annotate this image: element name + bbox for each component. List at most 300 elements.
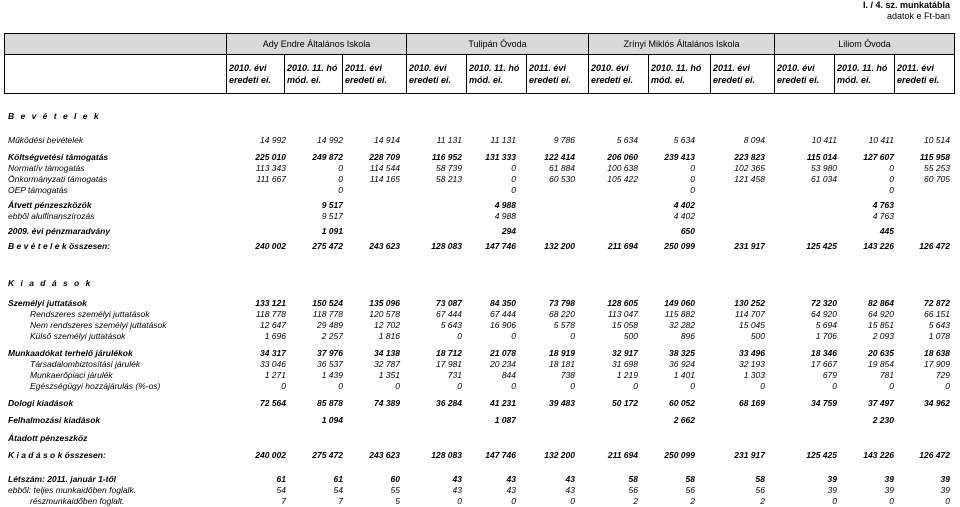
cell-value: 111 667 bbox=[256, 174, 286, 184]
cell-value: 1 706 bbox=[815, 331, 837, 341]
cell-value: 0 bbox=[690, 174, 695, 184]
cell-value: 132 200 bbox=[544, 450, 575, 460]
cell-value: 149 060 bbox=[664, 298, 695, 308]
table-row bbox=[0, 348, 960, 359]
cell-value: 114 165 bbox=[369, 174, 400, 184]
cell-value: 250 099 bbox=[664, 241, 695, 251]
cell-value: 0 bbox=[511, 331, 516, 341]
cell-value: 0 bbox=[457, 331, 462, 341]
cell-value: 43 bbox=[565, 474, 575, 484]
school-header-liliom: Liliom Óvoda bbox=[775, 34, 955, 55]
cell-value: 38 325 bbox=[669, 348, 695, 358]
cell-value: 0 bbox=[457, 496, 462, 506]
table-row bbox=[0, 433, 960, 444]
cell-value: 15 851 bbox=[868, 320, 894, 330]
table-row bbox=[0, 298, 960, 309]
cell-value: 121 458 bbox=[734, 174, 765, 184]
cell-value: 500 bbox=[623, 331, 638, 341]
column-header: 2010. évi eredeti ei. bbox=[775, 55, 835, 94]
cell-value: 0 bbox=[570, 331, 575, 341]
cell-value: 4 988 bbox=[494, 211, 516, 221]
cell-value: 731 bbox=[447, 370, 462, 380]
row-label: Munkaerőpiaci járulék bbox=[30, 370, 113, 380]
cell-value: 275 472 bbox=[312, 241, 343, 251]
table-row bbox=[0, 359, 960, 370]
row-label: Költségvetési támogatás bbox=[8, 152, 109, 162]
column-header: 2010. 11. hó mód. ei. bbox=[835, 55, 895, 94]
cell-value: 55 253 bbox=[924, 163, 950, 173]
cell-value: 56 bbox=[685, 485, 695, 495]
cell-value: 0 bbox=[338, 381, 343, 391]
cell-value: 122 414 bbox=[544, 152, 575, 162]
cell-value: 0 bbox=[511, 381, 516, 391]
cell-value: 113 343 bbox=[255, 163, 286, 173]
row-label: részmunkaidőben foglalt. bbox=[30, 496, 125, 506]
cell-value: 100 638 bbox=[607, 163, 638, 173]
cell-value: 58 739 bbox=[436, 163, 462, 173]
cell-value: 18 638 bbox=[924, 348, 950, 358]
table-row bbox=[0, 174, 960, 185]
cell-value: 0 bbox=[690, 163, 695, 173]
cell-value: 39 bbox=[940, 485, 950, 495]
cell-value: 114 544 bbox=[369, 163, 400, 173]
column-header: 2011. évi eredeti ei. bbox=[711, 55, 775, 94]
cell-value: 67 444 bbox=[490, 309, 516, 319]
row-label: B e v é t e l e k összesen: bbox=[8, 241, 111, 251]
cell-value: 67 444 bbox=[436, 309, 462, 319]
cell-value: 2 662 bbox=[673, 415, 695, 425]
table-row bbox=[0, 398, 960, 409]
cell-value: 0 bbox=[760, 381, 765, 391]
cell-value: 54 bbox=[333, 485, 343, 495]
table-row bbox=[0, 450, 960, 461]
cell-value: 1 087 bbox=[494, 415, 516, 425]
cell-value: 5 643 bbox=[440, 320, 462, 330]
column-header: 2011. évi eredeti ei. bbox=[527, 55, 589, 94]
cell-value: 2 bbox=[633, 496, 638, 506]
cell-value: 74 389 bbox=[374, 398, 400, 408]
table-row bbox=[0, 331, 960, 342]
cell-value: 8 094 bbox=[743, 135, 765, 145]
cell-value: 1 219 bbox=[616, 370, 638, 380]
cell-value: 32 193 bbox=[739, 359, 765, 369]
cell-value: 56 bbox=[628, 485, 638, 495]
cell-value: 32 917 bbox=[612, 348, 638, 358]
cell-value: 50 172 bbox=[612, 398, 638, 408]
cell-value: 223 823 bbox=[734, 152, 765, 162]
cell-value: 68 169 bbox=[739, 398, 765, 408]
table-row bbox=[0, 211, 960, 222]
cell-value: 84 350 bbox=[490, 298, 516, 308]
cell-value: 133 121 bbox=[255, 298, 286, 308]
table-row bbox=[0, 226, 960, 237]
cell-value: 34 138 bbox=[374, 348, 400, 358]
cell-value: 39 bbox=[827, 474, 837, 484]
column-header: 2011. évi eredeti ei. bbox=[895, 55, 955, 94]
header-blank bbox=[5, 34, 227, 55]
table-row bbox=[0, 485, 960, 496]
table-row bbox=[0, 320, 960, 331]
cell-value: 39 483 bbox=[549, 398, 575, 408]
cell-value: 5 694 bbox=[815, 320, 837, 330]
cell-value: 231 917 bbox=[734, 450, 765, 460]
cell-value: 55 bbox=[390, 485, 400, 495]
cell-value: 0 bbox=[633, 381, 638, 391]
column-header: 2010. 11. hó mód. ei. bbox=[285, 55, 343, 94]
cell-value: 64 920 bbox=[811, 309, 837, 319]
cell-value: 54 bbox=[276, 485, 286, 495]
row-label: Munkaadókat terhelő járulékok bbox=[8, 348, 133, 358]
cell-value: 0 bbox=[338, 163, 343, 173]
cell-value: 0 bbox=[889, 496, 894, 506]
cell-value: 0 bbox=[395, 381, 400, 391]
table-row bbox=[0, 135, 960, 146]
cell-value: 33 046 bbox=[260, 359, 286, 369]
cell-value: 37 976 bbox=[317, 348, 343, 358]
cell-value: 128 605 bbox=[607, 298, 638, 308]
cell-value: 11 131 bbox=[490, 135, 516, 145]
row-label: Létszám: 2011. január 1-től bbox=[8, 474, 117, 484]
cell-value: 20 635 bbox=[868, 348, 894, 358]
cell-value: 240 002 bbox=[255, 450, 286, 460]
cell-value: 132 200 bbox=[544, 241, 575, 251]
cell-value: 10 514 bbox=[924, 135, 950, 145]
cell-value: 131 333 bbox=[485, 152, 516, 162]
cell-value: 9 786 bbox=[553, 135, 575, 145]
cell-value: 500 bbox=[750, 331, 765, 341]
cell-value: 143 226 bbox=[863, 450, 894, 460]
column-header: 2010. évi eredeti ei. bbox=[227, 55, 285, 94]
cell-value: 105 422 bbox=[607, 174, 638, 184]
cell-value: 0 bbox=[889, 163, 894, 173]
cell-value: 445 bbox=[879, 226, 894, 236]
cell-value: 17 981 bbox=[436, 359, 462, 369]
cell-value: 4 402 bbox=[673, 200, 695, 210]
cell-value: 2 bbox=[760, 496, 765, 506]
cell-value: 0 bbox=[889, 185, 894, 195]
cell-value: 14 914 bbox=[374, 135, 400, 145]
cell-value: 4 402 bbox=[673, 211, 695, 221]
cell-value: 39 bbox=[827, 485, 837, 495]
cell-value: 126 472 bbox=[919, 450, 950, 460]
cell-value: 12 647 bbox=[260, 320, 286, 330]
cell-value: 0 bbox=[511, 496, 516, 506]
row-label: Dologi kiadások bbox=[8, 398, 74, 408]
cell-value: 34 962 bbox=[924, 398, 950, 408]
row-label: Társadalombiztosítási járulék bbox=[30, 359, 141, 369]
cell-value: 64 920 bbox=[868, 309, 894, 319]
cell-value: 135 096 bbox=[369, 298, 400, 308]
sheet-title: I. / 4. sz. munkatábla bbox=[862, 0, 950, 10]
cell-value: 118 778 bbox=[312, 309, 343, 319]
cell-value: 39 bbox=[940, 474, 950, 484]
cell-value: 240 002 bbox=[255, 241, 286, 251]
cell-value: 781 bbox=[879, 370, 894, 380]
cell-value: 9 517 bbox=[321, 200, 343, 210]
cell-value: 130 252 bbox=[734, 298, 765, 308]
cell-value: 18 346 bbox=[811, 348, 837, 358]
cell-value: 125 425 bbox=[806, 450, 837, 460]
cell-value: 39 bbox=[884, 474, 894, 484]
cell-value: 206 060 bbox=[607, 152, 638, 162]
cell-value: 0 bbox=[570, 381, 575, 391]
cell-value: 18 919 bbox=[549, 348, 575, 358]
cell-value: 36 537 bbox=[317, 359, 343, 369]
cell-value: 0 bbox=[511, 163, 516, 173]
cell-value: 0 bbox=[889, 381, 894, 391]
cell-value: 294 bbox=[501, 226, 516, 236]
cell-value: 43 bbox=[452, 474, 462, 484]
cell-value: 211 694 bbox=[607, 450, 638, 460]
cell-value: 32 282 bbox=[669, 320, 695, 330]
row-label: 2009. évi pénzmaradvány bbox=[8, 226, 111, 236]
row-label: Átadott pénzeszköz bbox=[8, 433, 88, 443]
row-label: OEP támogatás bbox=[8, 185, 68, 195]
cell-value: 249 872 bbox=[312, 152, 343, 162]
cell-value: 147 746 bbox=[485, 241, 516, 251]
cell-value: 7 bbox=[281, 496, 286, 506]
column-header: 2010. évi eredeti ei. bbox=[407, 55, 467, 94]
cell-value: 7 bbox=[338, 496, 343, 506]
cell-value: 0 bbox=[690, 381, 695, 391]
cell-value: 73 798 bbox=[549, 298, 575, 308]
cell-value: 5 578 bbox=[553, 320, 575, 330]
row-label: Személyi juttatások bbox=[8, 298, 87, 308]
cell-value: 5 643 bbox=[928, 320, 950, 330]
cell-value: 61 034 bbox=[811, 174, 837, 184]
cell-value: 61 884 bbox=[549, 163, 575, 173]
cell-value: 60 705 bbox=[924, 174, 950, 184]
school-header-zrinyi: Zrínyi Miklós Általános Iskola bbox=[589, 34, 775, 55]
cell-value: 250 099 bbox=[664, 450, 695, 460]
cell-value: 211 694 bbox=[607, 241, 638, 251]
cell-value: 0 bbox=[338, 174, 343, 184]
cell-value: 120 578 bbox=[369, 309, 400, 319]
cell-value: 128 083 bbox=[431, 450, 462, 460]
row-label: Felhalmozási kiadások bbox=[8, 415, 101, 425]
cell-value: 15 058 bbox=[612, 320, 638, 330]
cell-value: 1 816 bbox=[378, 331, 400, 341]
cell-value: 4 763 bbox=[872, 211, 894, 221]
table-row bbox=[0, 185, 960, 196]
cell-value: 16 906 bbox=[490, 320, 516, 330]
cell-value: 143 226 bbox=[863, 241, 894, 251]
cell-value: 0 bbox=[832, 381, 837, 391]
table-row bbox=[0, 309, 960, 320]
cell-value: 12 702 bbox=[374, 320, 400, 330]
cell-value: 5 634 bbox=[616, 135, 638, 145]
row-label: ebből alulfinanszírozás bbox=[8, 211, 95, 221]
cell-value: 2 bbox=[690, 496, 695, 506]
cell-value: 0 bbox=[457, 381, 462, 391]
cell-value: 1 271 bbox=[264, 370, 286, 380]
column-header: 2010. évi eredeti ei. bbox=[589, 55, 649, 94]
cell-value: 33 496 bbox=[739, 348, 765, 358]
cell-value: 738 bbox=[560, 370, 575, 380]
row-label: Egészségügyi hozzájárulás (%-os) bbox=[30, 381, 161, 391]
cell-value: 9 517 bbox=[321, 211, 343, 221]
cell-value: 20 234 bbox=[490, 359, 516, 369]
row-label: Rendszeres személyi juttatások bbox=[30, 309, 150, 319]
cell-value: 37 497 bbox=[868, 398, 894, 408]
table-row bbox=[0, 381, 960, 392]
cell-value: 1 696 bbox=[264, 331, 286, 341]
table-row bbox=[0, 163, 960, 174]
cell-value: 39 bbox=[884, 485, 894, 495]
cell-value: 60 bbox=[390, 474, 400, 484]
cell-value: 66 151 bbox=[924, 309, 950, 319]
cell-value: 14 992 bbox=[317, 135, 343, 145]
cell-value: 58 bbox=[685, 474, 695, 484]
cell-value: 1 439 bbox=[321, 370, 343, 380]
cell-value: 0 bbox=[511, 185, 516, 195]
row-label: Nem rendszeres személyi juttatások bbox=[30, 320, 167, 330]
cell-value: 53 980 bbox=[811, 163, 837, 173]
column-header: 2010. 11. hó mód. ei. bbox=[649, 55, 711, 94]
table-row bbox=[0, 370, 960, 381]
cell-value: 115 958 bbox=[919, 152, 950, 162]
cell-value: 128 083 bbox=[431, 241, 462, 251]
cell-value: 60 052 bbox=[669, 398, 695, 408]
cell-value: 125 425 bbox=[806, 241, 837, 251]
cell-value: 1 401 bbox=[673, 370, 695, 380]
cell-value: 1 303 bbox=[743, 370, 765, 380]
cell-value: 56 bbox=[755, 485, 765, 495]
cell-value: 0 bbox=[690, 185, 695, 195]
cell-value: 43 bbox=[452, 485, 462, 495]
section-kiadasok: K i a d á s o k bbox=[8, 278, 93, 288]
cell-value: 0 bbox=[511, 174, 516, 184]
cell-value: 60 530 bbox=[549, 174, 575, 184]
cell-value: 61 bbox=[333, 474, 343, 484]
cell-value: 29 489 bbox=[317, 320, 343, 330]
cell-value: 118 778 bbox=[255, 309, 286, 319]
cell-value: 58 bbox=[628, 474, 638, 484]
cell-value: 82 864 bbox=[868, 298, 894, 308]
table-row bbox=[0, 241, 960, 252]
table-row bbox=[0, 415, 960, 426]
cell-value: 102 365 bbox=[734, 163, 765, 173]
cell-value: 1 094 bbox=[321, 415, 343, 425]
cell-value: 61 bbox=[276, 474, 286, 484]
cell-value: 679 bbox=[822, 370, 837, 380]
cell-value: 2 093 bbox=[872, 331, 894, 341]
column-header: 2010. 11. hó mód. ei. bbox=[467, 55, 527, 94]
cell-value: 650 bbox=[680, 226, 695, 236]
row-label: Önkormányzati támogatás bbox=[8, 174, 108, 184]
cell-value: 15 045 bbox=[739, 320, 765, 330]
cell-value: 10 411 bbox=[868, 135, 894, 145]
table-row bbox=[0, 496, 960, 507]
column-header-table bbox=[4, 33, 955, 94]
cell-value: 41 231 bbox=[490, 398, 516, 408]
cell-value: 150 524 bbox=[312, 298, 343, 308]
cell-value: 17 667 bbox=[811, 359, 837, 369]
cell-value: 116 952 bbox=[431, 152, 462, 162]
cell-value: 5 634 bbox=[673, 135, 695, 145]
cell-value: 72 564 bbox=[260, 398, 286, 408]
cell-value: 72 320 bbox=[811, 298, 837, 308]
cell-value: 36 284 bbox=[436, 398, 462, 408]
section-bevetelek: B e v é t e l e k bbox=[8, 111, 101, 121]
cell-value: 2 257 bbox=[321, 331, 343, 341]
cell-value: 34 317 bbox=[260, 348, 286, 358]
cell-value: 68 220 bbox=[549, 309, 575, 319]
cell-value: 0 bbox=[338, 185, 343, 195]
cell-value: 231 917 bbox=[734, 241, 765, 251]
cell-value: 2 230 bbox=[872, 415, 894, 425]
header-blank bbox=[5, 55, 227, 94]
cell-value: 18 181 bbox=[549, 359, 575, 369]
cell-value: 896 bbox=[680, 331, 695, 341]
cell-value: 43 bbox=[506, 474, 516, 484]
cell-value: 14 992 bbox=[260, 135, 286, 145]
column-header: 2011. évi eredeti ei. bbox=[343, 55, 407, 94]
cell-value: 126 472 bbox=[919, 241, 950, 251]
cell-value: 21 078 bbox=[490, 348, 516, 358]
row-label: Működési bevételek bbox=[8, 135, 84, 145]
cell-value: 34 759 bbox=[811, 398, 837, 408]
cell-value: 43 bbox=[506, 485, 516, 495]
cell-value: 4 988 bbox=[494, 200, 516, 210]
cell-value: 43 bbox=[565, 485, 575, 495]
cell-value: 1 091 bbox=[321, 226, 343, 236]
row-label: Átvett pénzeszközök bbox=[8, 200, 92, 210]
row-label: K i a d á s o k összesen: bbox=[8, 450, 106, 460]
cell-value: 36 924 bbox=[669, 359, 695, 369]
row-label: Külső személyi juttatások bbox=[30, 331, 126, 341]
cell-value: 0 bbox=[945, 381, 950, 391]
cell-value: 729 bbox=[935, 370, 950, 380]
cell-value: 58 bbox=[755, 474, 765, 484]
cell-value: 243 623 bbox=[369, 450, 400, 460]
cell-value: 31 698 bbox=[612, 359, 638, 369]
cell-value: 0 bbox=[570, 496, 575, 506]
cell-value: 4 763 bbox=[872, 200, 894, 210]
cell-value: 275 472 bbox=[312, 450, 343, 460]
cell-value: 147 746 bbox=[485, 450, 516, 460]
school-header-tulipan: Tulipán Óvoda bbox=[407, 34, 589, 55]
units-note: adatok e Ft-ban bbox=[886, 11, 950, 21]
cell-value: 85 878 bbox=[317, 398, 343, 408]
cell-value: 1 078 bbox=[928, 331, 950, 341]
cell-value: 243 623 bbox=[369, 241, 400, 251]
cell-value: 239 413 bbox=[664, 152, 695, 162]
row-label: ebből: teljes munkaidőben foglalk. bbox=[8, 485, 137, 495]
cell-value: 11 131 bbox=[436, 135, 462, 145]
cell-value: 0 bbox=[832, 496, 837, 506]
cell-value: 114 707 bbox=[734, 309, 765, 319]
cell-value: 58 213 bbox=[436, 174, 462, 184]
cell-value: 32 787 bbox=[374, 359, 400, 369]
cell-value: 18 712 bbox=[436, 348, 462, 358]
cell-value: 0 bbox=[281, 381, 286, 391]
cell-value: 19 854 bbox=[868, 359, 894, 369]
cell-value: 115 014 bbox=[806, 152, 837, 162]
cell-value: 72 872 bbox=[924, 298, 950, 308]
cell-value: 0 bbox=[889, 174, 894, 184]
school-header-ady: Ady Endre Általános Iskola bbox=[227, 34, 407, 55]
cell-value: 0 bbox=[945, 496, 950, 506]
cell-value: 115 882 bbox=[664, 309, 695, 319]
cell-value: 17 909 bbox=[924, 359, 950, 369]
table-row bbox=[0, 200, 960, 211]
table-row bbox=[0, 474, 960, 485]
cell-value: 127 607 bbox=[863, 152, 894, 162]
cell-value: 844 bbox=[501, 370, 516, 380]
table-row bbox=[0, 152, 960, 163]
row-label: Normatív támogatás bbox=[8, 163, 85, 173]
